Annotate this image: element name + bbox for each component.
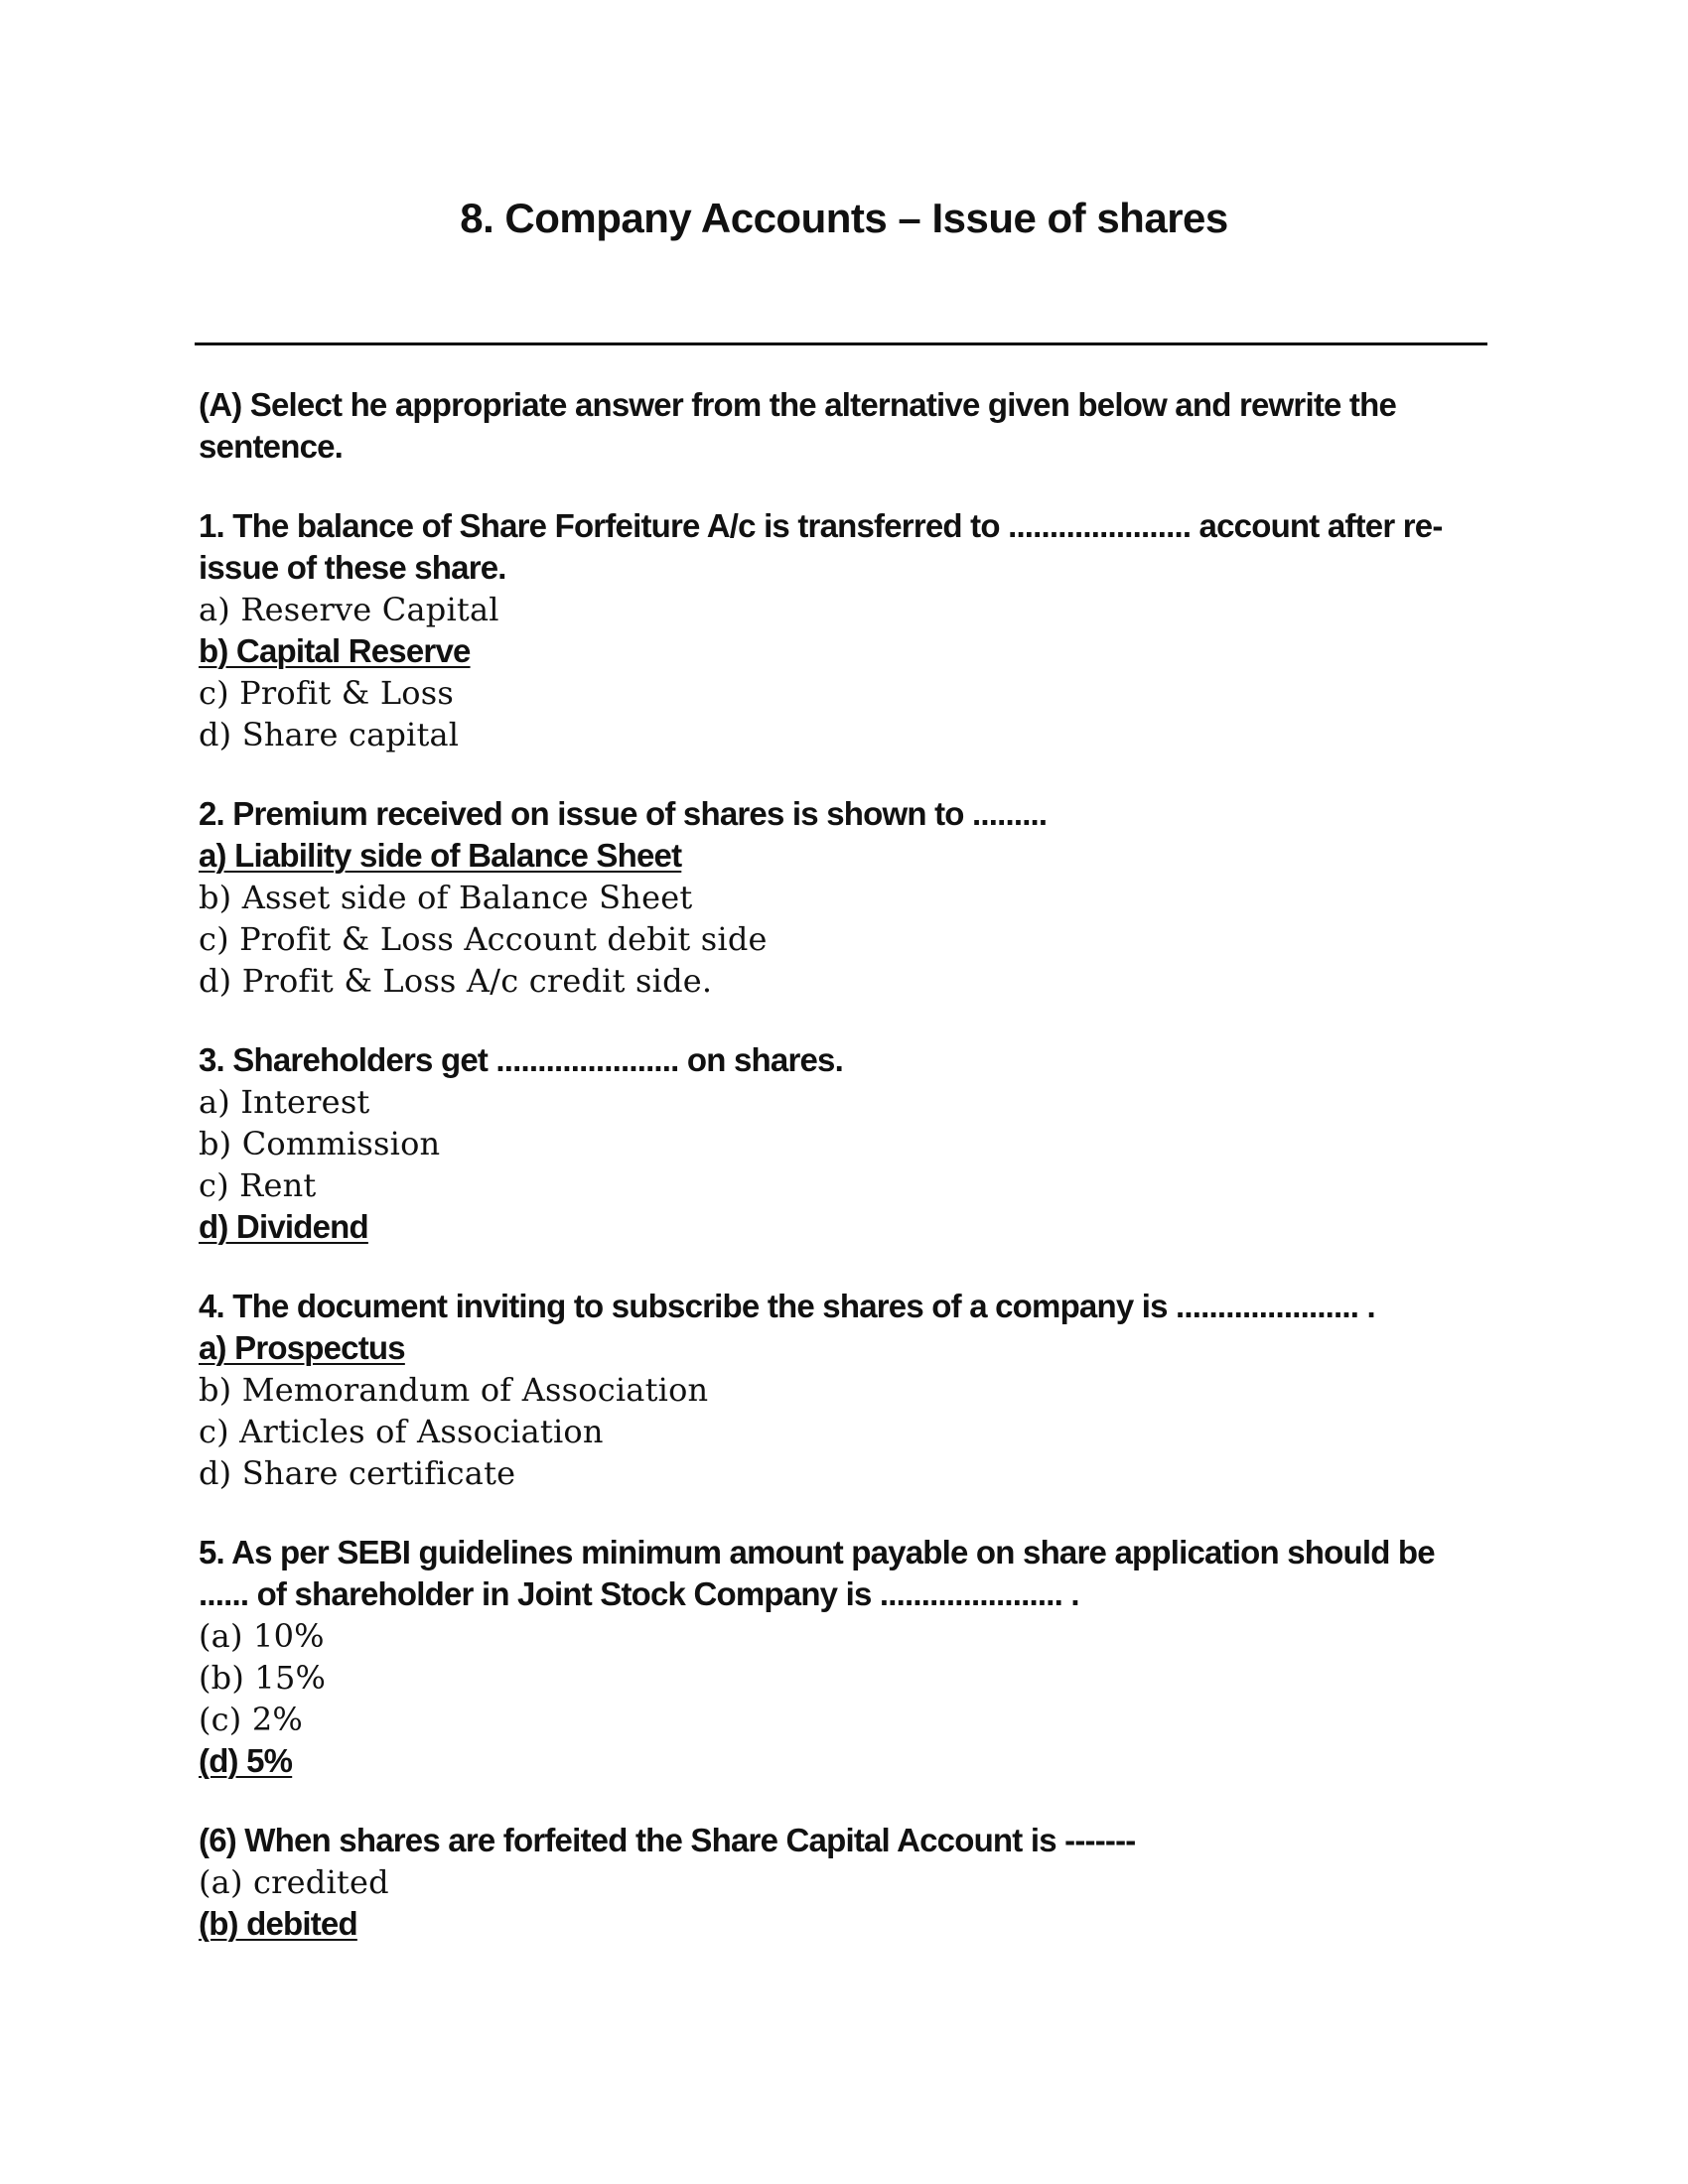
answer-option: (a) 10% [199, 1617, 325, 1655]
correct-answer-option: a) Liability side of Balance Sheet [199, 837, 682, 874]
question-text: 2. Premium received on issue of shares is shown to ......... [199, 795, 1048, 832]
correct-answer-option: a) Prospectus [199, 1329, 405, 1366]
answer-options [199, 1327, 1489, 1494]
answer-option: d) Share capital [199, 716, 460, 753]
answer-option: b) Asset side of Balance Sheet [199, 879, 693, 916]
answer-option: d) Profit & Loss A/c credit side. [199, 962, 713, 1000]
answer-option: c) Rent [199, 1166, 317, 1204]
answer-options [199, 835, 1489, 1002]
correct-answer-option: d) Dividend [199, 1208, 368, 1245]
question-text: 5. As per SEBI guidelines minimum amount payable on share application should be ...... of shareholder in Joint Stock Company is ...................... . [199, 1534, 1435, 1612]
answer-options [199, 1081, 1489, 1248]
correct-answer-option: (b) debited [199, 1905, 357, 1942]
answer-option: c) Profit & Loss Account debit side [199, 920, 768, 958]
question-list [199, 505, 1489, 1945]
question-2 [199, 793, 1489, 1002]
correct-answer-option: (d) 5% [199, 1742, 293, 1779]
answer-option: d) Share certificate [199, 1454, 516, 1492]
answer-option: a) Interest [199, 1083, 370, 1121]
answer-option: b) Memorandum of Association [199, 1371, 709, 1409]
question-text: (6) When shares are forfeited the Share Capital Account is ------- [199, 1822, 1136, 1858]
question-text: 4. The document inviting to subscribe the shares of a company is ...................... . [199, 1288, 1375, 1324]
section-instruction: (A) Select he appropriate answer from the alternative given below and rewrite the sentence. [199, 386, 1397, 465]
question-1 [199, 505, 1489, 755]
answer-option: (a) credited [199, 1863, 389, 1901]
correct-answer-option: b) Capital Reserve [199, 632, 471, 669]
question-text: 1. The balance of Share Forfeiture A/c is transferred to ...................... account after re-issue of these share. [199, 507, 1443, 586]
answer-options [199, 1861, 1489, 1945]
answer-option: c) Profit & Loss [199, 674, 454, 712]
answer-option: (b) 15% [199, 1659, 327, 1697]
page-title: 8. Company Accounts – Issue of shares [460, 195, 1228, 241]
question-3 [199, 1039, 1489, 1248]
title-divider [195, 342, 1487, 345]
answer-options [199, 589, 1489, 755]
question-sheet [199, 384, 1489, 1982]
answer-options [199, 1615, 1489, 1782]
answer-option: (c) 2% [199, 1701, 304, 1738]
question-6 [199, 1820, 1489, 1945]
answer-option: a) Reserve Capital [199, 591, 499, 628]
answer-option: b) Commission [199, 1125, 441, 1162]
answer-option: c) Articles of Association [199, 1413, 604, 1450]
question-text: 3. Shareholders get ...................... on shares. [199, 1041, 843, 1078]
question-5 [199, 1532, 1489, 1782]
question-4 [199, 1286, 1489, 1494]
